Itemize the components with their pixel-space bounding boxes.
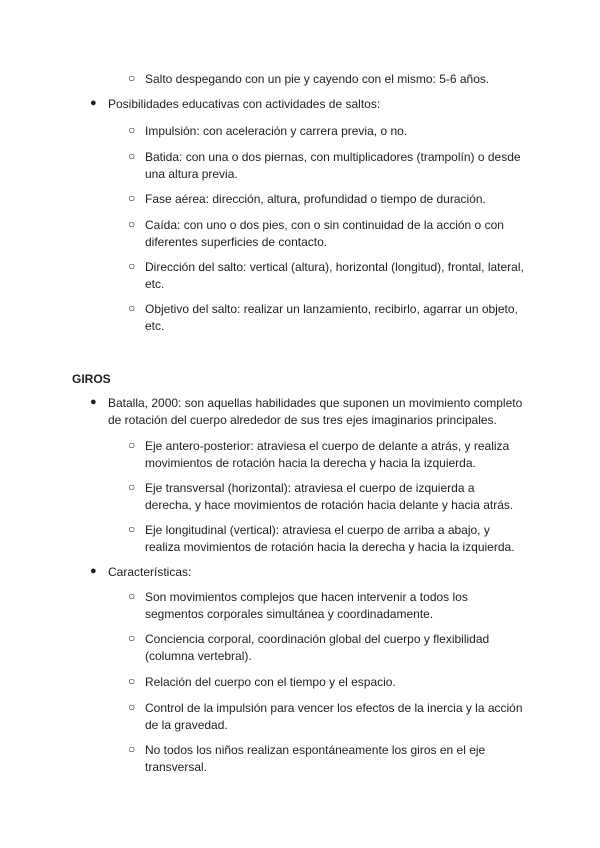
list-item-text: Fase aérea: dirección, altura, profundidad o tiempo de duración.	[145, 192, 486, 206]
hollow-bullet-icon: ○	[128, 700, 136, 714]
list-item-text: Salto despegando con un pie y cayendo con el mismo: 5-6 años.	[145, 72, 490, 86]
list-item-text: Conciencia corporal, coordinación global del cuerpo y flexibilidad (columna vertebral).	[145, 632, 490, 663]
section-heading: GIROS	[72, 372, 111, 386]
hollow-bullet-icon: ○	[128, 259, 136, 273]
hollow-bullet-icon: ○	[128, 438, 136, 452]
list-item-text: Impulsión: con aceleración y carrera previa, o no.	[145, 124, 408, 138]
list-item-text: Batida: con una o dos piernas, con multiplicadores (trampolín) o desde una altura previa.	[145, 150, 521, 181]
list-item-text: Dirección del salto: vertical (altura), horizontal (longitud), frontal, lateral, etc.	[145, 260, 524, 291]
hollow-bullet-icon: ○	[128, 217, 136, 231]
filled-bullet-icon: ●	[90, 565, 97, 577]
hollow-bullet-icon: ○	[128, 480, 136, 494]
list-item-text: Relación del cuerpo con el tiempo y el espacio.	[145, 675, 396, 689]
list-item-text: Objetivo del salto: realizar un lanzamiento, recibirlo, agarrar un objeto, etc.	[145, 302, 518, 333]
hollow-bullet-icon: ○	[128, 631, 136, 645]
list-item-text: Eje antero-posterior: atraviesa el cuerpo de delante a atrás, y realiza movimientos de rotación hacia la derecha y hacia la izquierda.	[145, 439, 510, 470]
list-item-text: No todos los niños realizan espontáneamente los giros en el eje transversal.	[145, 743, 486, 774]
hollow-bullet-icon: ○	[128, 742, 136, 756]
list-item-text: Eje longitudinal (vertical): atraviesa el cuerpo de arriba a abajo, y realiza movimientos de rotación hacia la derecha y hacia la izquierda.	[145, 523, 515, 554]
hollow-bullet-icon: ○	[128, 123, 136, 137]
filled-bullet-icon: ●	[90, 396, 97, 408]
hollow-bullet-icon: ○	[128, 589, 136, 603]
hollow-bullet-icon: ○	[128, 301, 136, 315]
hollow-bullet-icon: ○	[128, 674, 136, 688]
list-item-text: Características:	[108, 565, 192, 579]
list-item-text: Control de la impulsión para vencer los efectos de la inercia y la acción de la gravedad.	[145, 701, 523, 732]
list-item-text: Son movimientos complejos que hacen intervenir a todos los segmentos corporales simultánea y coordinadamente.	[145, 590, 468, 621]
hollow-bullet-icon: ○	[128, 522, 136, 536]
list-item-text: Caída: con uno o dos pies, con o sin continuidad de la acción o con diferentes superficies de contacto.	[145, 218, 504, 249]
hollow-bullet-icon: ○	[128, 149, 136, 163]
hollow-bullet-icon: ○	[128, 71, 136, 85]
list-item-text: Batalla, 2000: son aquellas habilidades que suponen un movimiento completo de rotación del cuerpo alrededor de sus tres ejes imaginarios principales.	[108, 396, 523, 427]
list-item-text: Posibilidades educativas con actividades de saltos:	[108, 97, 381, 111]
filled-bullet-icon: ●	[90, 97, 97, 109]
list-item-text: Eje transversal (horizontal): atraviesa el cuerpo de izquierda a derecha, y hace movimientos de rotación hacia delante y hacia atrás.	[145, 481, 514, 512]
hollow-bullet-icon: ○	[128, 191, 136, 205]
